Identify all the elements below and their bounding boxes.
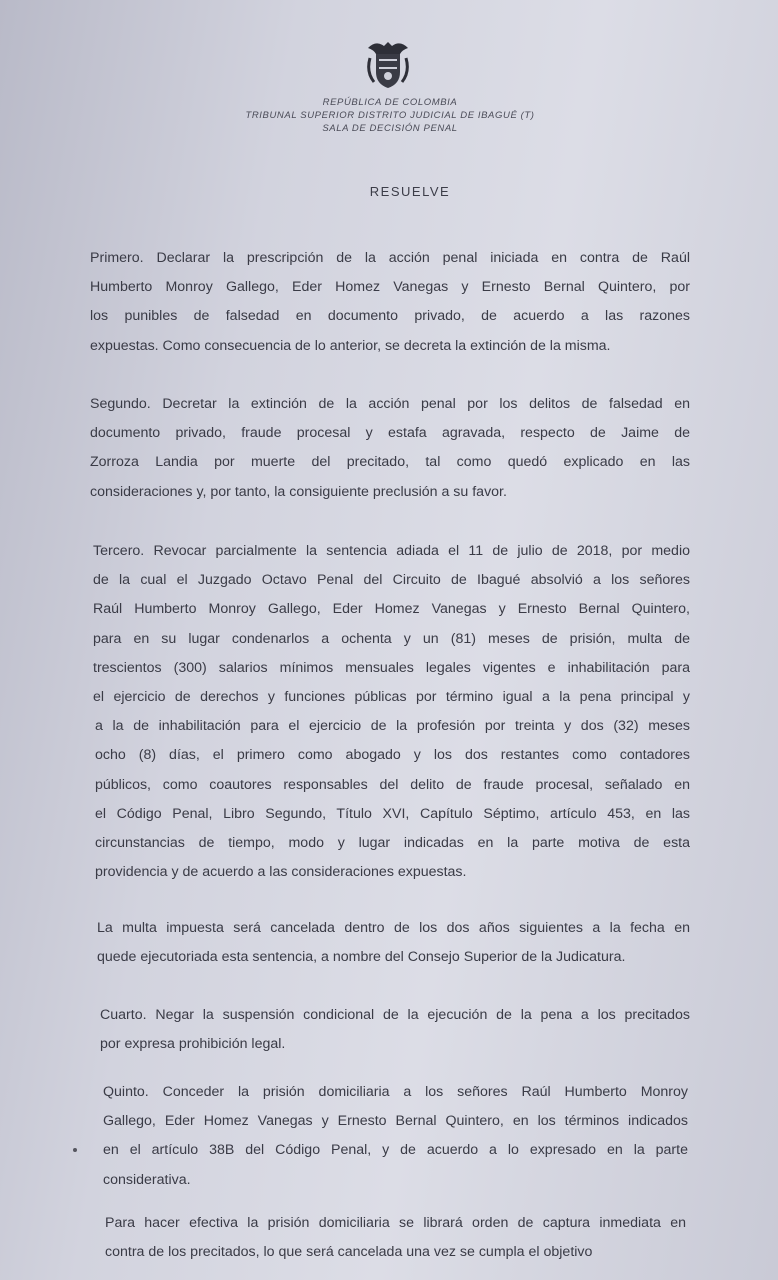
paragraph-4-line-2: quede ejecutoriada esta sentencia, a nombre del Consejo Superior de la Judicatura. [97,949,626,966]
paragraph-3-line-1: Tercero. Revocar parcialmente la sentencia adiada el 11 de julio de 2018, por medio [93,543,690,559]
header-country: REPÚBLICA DE COLOMBIA [322,97,458,108]
paragraph-5-line-2: por expresa prohibición legal. [100,1036,286,1053]
paragraph-3-line-10: el Código Penal, Libro Segundo, Título XVI, Capítulo Séptimo, artículo 453, en las [95,805,690,822]
paragraph-3-line-2: de la cual el Juzgado Octavo Penal del Circuito de Ibagué absolvió a los señores [93,572,690,589]
section-title: RESUELVE [369,184,451,199]
paragraph-2-line-1: Segundo. Decretar la extinción de la acción penal por los delitos de falsedad en [90,396,690,412]
paragraph-1-line-1: Primero. Declarar la prescripción de la acción penal iniciada en contra de Raúl [90,250,690,266]
paragraph-3-line-8: ocho (8) días, el primero como abogado y los dos restantes como contadores [95,747,690,764]
paragraph-3-line-3: Raúl Humberto Monroy Gallego, Eder Homez Vanegas y Ernesto Bernal Quintero, [93,601,690,618]
paragraph-6-line-1: Quinto. Conceder la prisión domiciliaria a los señores Raúl Humberto Monroy [103,1084,688,1100]
paragraph-3-line-4: para en su lugar condenarlos a ochenta y un (81) meses de prisión, multa de [93,630,690,647]
header-tribunal: TRIBUNAL SUPERIOR DISTRITO JUDICIAL DE IBAGUÉ (T) [245,110,535,121]
paragraph-6-line-2: Gallego, Eder Homez Vanegas y Ernesto Bernal Quintero, en los términos indicados [103,1113,688,1130]
paragraph-1-line-4: expuestas. Como consecuencia de lo anterior, se decreta la extinción de la misma. [90,337,611,354]
paragraph-3-line-7: a la de inhabilitación para el ejercicio de la profesión por treinta y dos (32) meses [95,718,690,735]
paragraph-4-line-1: La multa impuesta será cancelada dentro de los dos años siguientes a la fecha en [97,920,690,936]
paragraph-6-line-4: considerativa. [103,1171,191,1188]
paragraph-7-line-2: contra de los precitados, lo que será cancelada una vez se cumpla el objetivo [105,1244,593,1261]
paragraph-5-line-1: Cuarto. Negar la suspensión condicional de la ejecución de la pena a los precitados [100,1007,690,1023]
paragraph-3-line-9: públicos, como coautores responsables del delito de fraude procesal, señalado en [95,776,690,793]
margin-mark [73,1148,77,1152]
paragraph-2-line-4: consideraciones y, por tanto, la consiguiente preclusión a su favor. [90,483,507,500]
paragraph-6-line-3: en el artículo 38B del Código Penal, y de acuerdo a lo expresado en la parte [103,1142,688,1159]
paragraph-1-line-3: los punibles de falsedad en documento privado, de acuerdo a las razones [90,308,690,325]
paragraph-2-line-3: Zorroza Landia por muerte del precitado, tal como quedó explicado en las [90,454,690,471]
colombia-coat-of-arms-icon [362,38,414,92]
document-header [200,96,580,135]
paragraph-7-line-1: Para hacer efectiva la prisión domiciliaria se librará orden de captura inmediata en [105,1215,686,1231]
paragraph-3-line-5: trescientos (300) salarios mínimos mensuales legales vigentes e inhabilitación para [93,659,690,676]
paragraph-3-line-6: el ejercicio de derechos y funciones públicas por término igual a la pena principal y [93,689,690,705]
paragraph-3-line-11: circunstancias de tiempo, modo y lugar indicadas en la parte motiva de esta [95,835,690,851]
header-chamber: SALA DE DECISIÓN PENAL [322,123,458,134]
paragraph-2-line-2: documento privado, fraude procesal y estafa agravada, respecto de Jaime de [90,425,690,442]
paragraph-3-line-12: providencia y de acuerdo a las consideraciones expuestas. [95,864,467,881]
paragraph-1-line-2: Humberto Monroy Gallego, Eder Homez Vanegas y Ernesto Bernal Quintero, por [90,279,690,296]
